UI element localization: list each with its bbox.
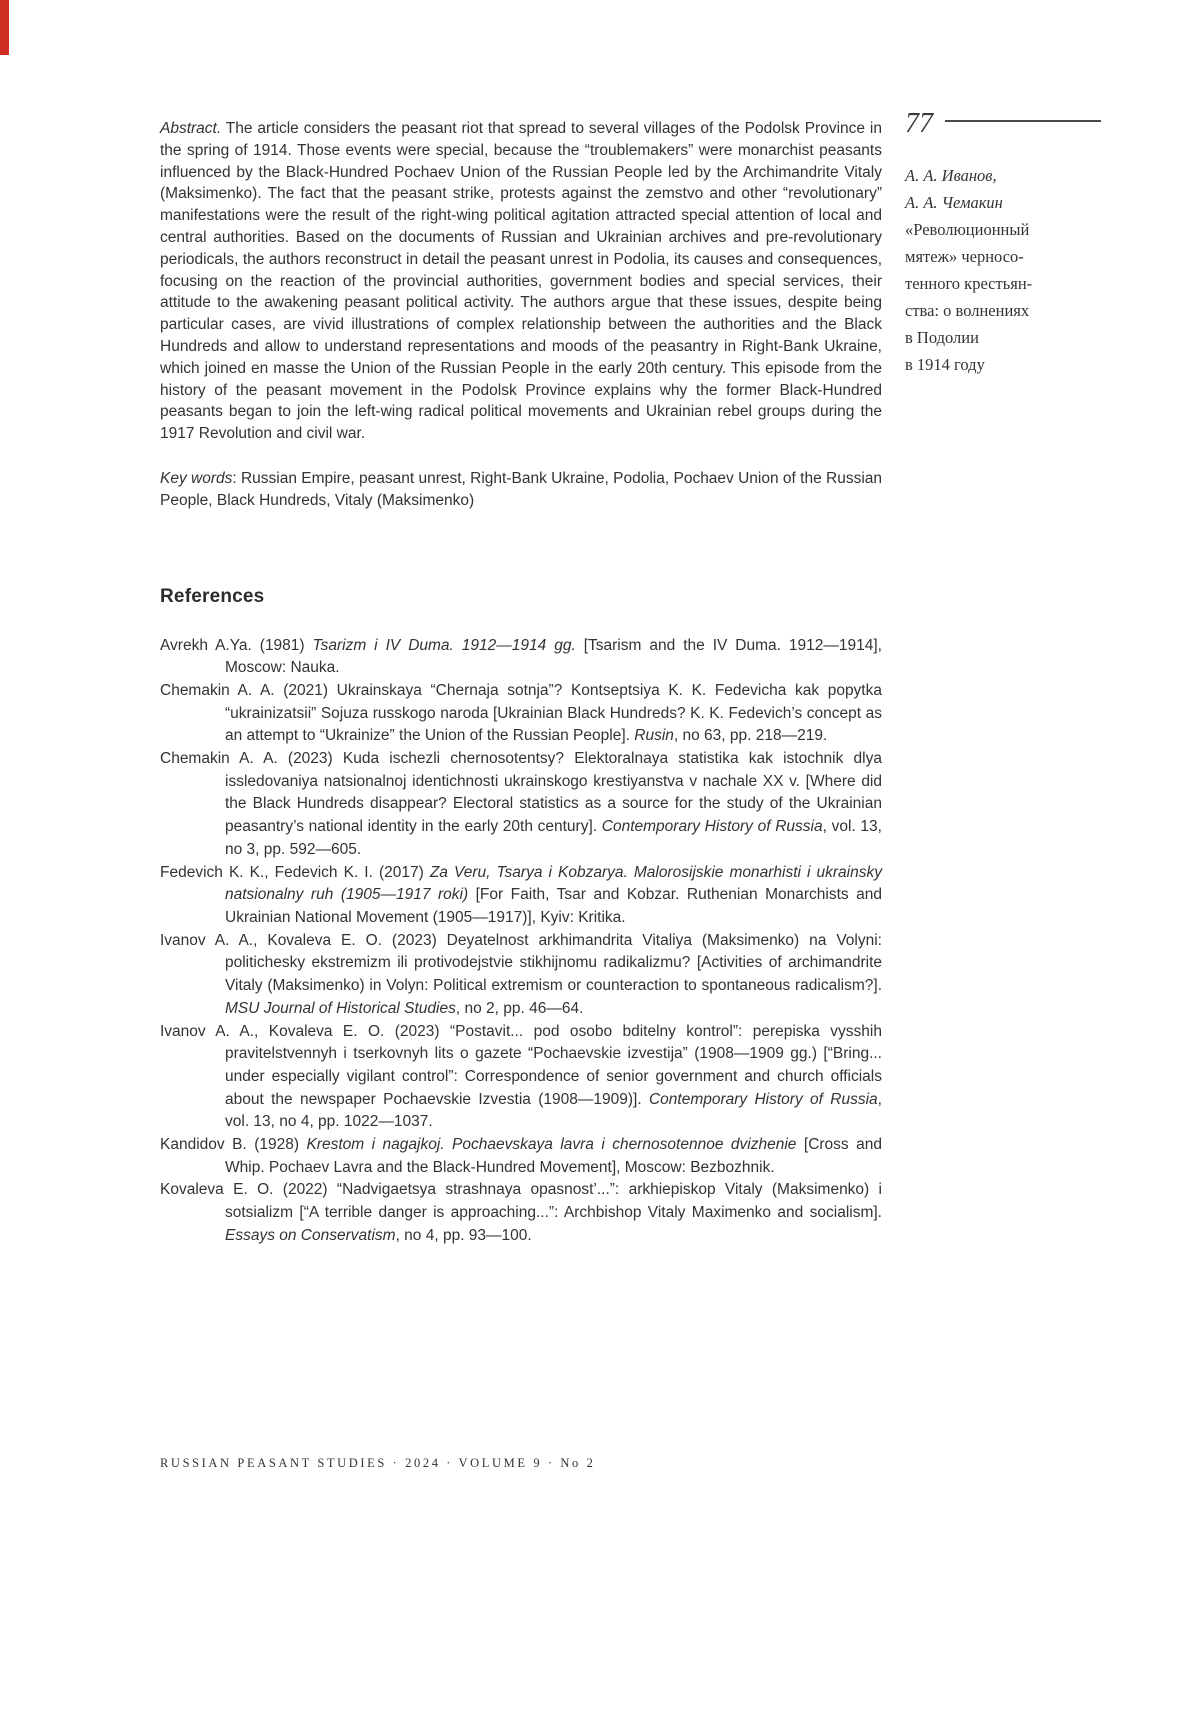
references-heading: References [160,585,265,607]
keywords-text: : Russian Empire, peasant unrest, Right-Bank Ukraine, Podolia, Pochaev Union of the Russian People, Black Hundreds, Vitaly (Maksimenko) [160,469,882,509]
sidebar-line: в Подолии [905,328,979,347]
abstract-text: The article considers the peasant riot that spread to several villages of the Podolsk Province in the spring of 1914. Those events were special, because the “troublemakers” were monarchist peasants influenced by the Black-Hundred Pochaev Union of the Russian People led by the Archimandrite Vitaly (Maksimenko). The fact that the peasant strike, protests against the zemstvo and other “revolutionary” manifestations were the result of the right-wing political agitation attracted special attention of local and central authorities. Based on the documents of Russian and Ukrainian archives and pre-revolutionary periodicals, the authors reconstruct in detail the peasant unrest in Podolia, its causes and consequences, focusing on the reaction of the provincial authorities, government bodies and special services, their attitude to the awakening peasant political activity. The authors argue that these issues, despite being particular cases, are vivid illustrations of complex relationship between the authorities and the Black Hundreds and allow to understand representations and moods of the peasantry in Right-Bank Ukraine, which joined en masse the Union of the Russian People in the early 20th century. This episode from the history of the peasant movement in the Podolsk Province explains why the former Black-Hundred peasants began to join the left-wing radical political movements and Ukrainian rebel groups during the 1917 Revolution and civil war. [160,120,882,443]
sidebar-line: тенного крестьян- [905,274,1033,293]
red-edge-mark [0,0,9,55]
page-number: 77 [905,108,933,139]
reference-item: Chemakin A. A. (2023) Kuda ischezli chernosotentsy? Elektoralnaya statistika kak istochnik dlya issledovaniya natsionalnoj identichnosti ukrainskogo krestiyanstva v nachale XX v. [Where did the Black Hundreds disappear? Electoral statistics as a source for the study of the Ukrainian peasantry’s national identity in the early 20th century]. Contemporary History of Russia, vol. 13, no 3, pp. 592—605. [160,750,882,858]
reference-item: Chemakin A. A. (2021) Ukrainskaya “Chernaja sotnja”? Kontseptsiya K. K. Fedevicha kak popytka “ukrainizatsii” Sojuza russkogo naroda [Ukrainian Black Hundreds? K. K. Fedevich’s concept as an attempt to “Ukrainize” the Union of the Russian People]. Rusin, no 63, pp. 218—219. [160,681,882,745]
sidebar-line: мятеж» черносо- [905,247,1024,266]
references-list [160,635,882,1248]
sidebar-article-title [905,216,1101,378]
abstract-label: Abstract. [160,120,222,137]
reference-item: Fedevich K. K., Fedevich K. I. (2017) Za Veru, Tsarya i Kobzarya. Malorosijskie monarhisti i ukrainsky natsionalny ruh (1905—1917 roki) [For Faith, Tsar and Kobzar. Ruthenian Monarchists and Ukrainian National Movement (1905—1917)], Kyiv: Kritika. [160,863,883,926]
keywords-label: Key words [160,469,233,487]
sidebar [905,110,1101,378]
sidebar-line: «Революционный [905,220,1030,239]
keywords-paragraph [160,468,882,512]
page-number-row [905,110,1101,138]
reference-item: Kovaleva E. O. (2022) “Nadvigaetsya strashnaya opasnost’...”: arkhiepiskop Vitaly (Maksimenko) i sotsializm [“A terrible danger is approaching...”: Archbishop Vitaly Maximenko and socialism]. Essays on Conservatism, no 4, pp. 93—100. [160,1181,882,1244]
sidebar-line: ства: о волнениях [905,301,1030,320]
sidebar-line: А. А. Иванов, [905,166,997,185]
reference-item: Ivanov A. A., Kovaleva E. O. (2023) Deyatelnost arkhimandrita Vitaliya (Maksimenko) na Volyni: politichesky ekstremizm ili protivodejstvie stikhijnomu radikalizmu? [Activities of archimandrite Vitaly (Maksimenko) in Volyn: Political extremism or counteraction to spontaneous radicalism?]. MSU Journal of Historical Studies, no 2, pp. 46—64. [160,931,882,1017]
reference-item: Ivanov A. A., Kovaleva E. O. (2023) “Postavit... pod osobo bditelny kontrol”: perepiska vysshih pravitelstvennyh i tserkovnyh lits o gazete “Pochaevskie izvestija” (1908—1909 gg.) [“Bring... under especially vigilant control”: Correspondence of senior government and church officials about the newspaper Pochaevskie Izvestia (1908—1909)]. Contemporary History of Russia, vol. 13, no 4, pp. 1022—1037. [160,1022,882,1131]
abstract-paragraph [160,118,882,445]
sidebar-line: А. А. Чемакин [905,193,1003,212]
journal-footer: RUSSIAN PEASANT STUDIES · 2024 · VOLUME 9 · No 2 [160,1456,596,1470]
main-column [160,118,882,1248]
page-number-rule [945,120,1101,122]
sidebar-line: в 1914 году [905,355,985,374]
reference-item: Avrekh A.Ya. (1981) Tsarizm i IV Duma. 1912—1914 gg. [Tsarism and the IV Duma. 1912—1914], Moscow: Nauka. [160,636,882,677]
reference-item: Kandidov B. (1928) Krestom i nagajkoj. Pochaevskaya lavra i chernosotennoe dvizhenie [Cross and Whip. Pochaev Lavra and the Black-Hundred Movement], Moscow: Bezbozhnik. [160,1136,882,1176]
sidebar-authors [905,162,1101,216]
